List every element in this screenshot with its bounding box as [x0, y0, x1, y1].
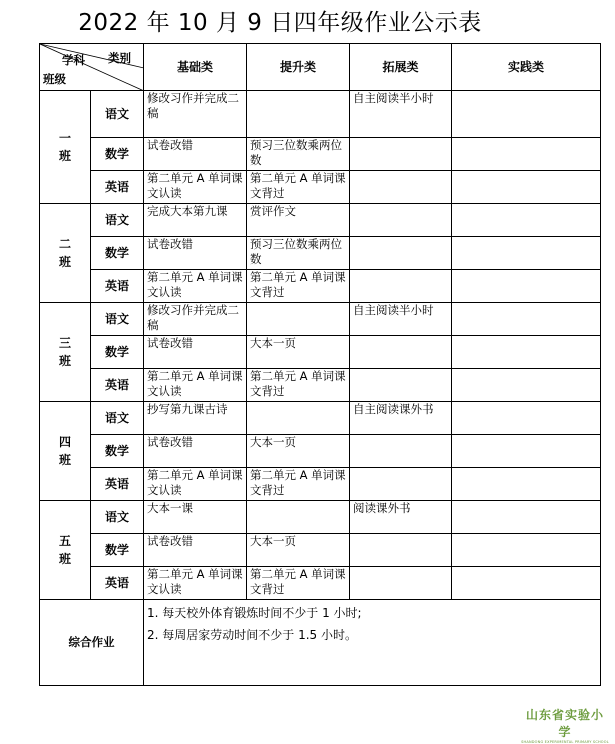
- school-logo-text: 山东省实验小学: [525, 708, 604, 739]
- column-header-extend: 拓展类: [350, 44, 452, 91]
- basic-task-cell: 试卷改错: [144, 237, 247, 270]
- subject-cell: 数学: [91, 138, 144, 171]
- practice-task-cell: [452, 91, 601, 138]
- basic-task-cell: 修改习作并完成二稿: [144, 303, 247, 336]
- extend-task-cell: [350, 534, 452, 567]
- improve-task-cell: [247, 402, 350, 435]
- improve-task-cell: 第二单元 A 单词课文背过: [247, 270, 350, 303]
- column-header-basic: 基础类: [144, 44, 247, 91]
- practice-task-cell: [452, 468, 601, 501]
- practice-task-cell: [452, 336, 601, 369]
- basic-task-cell: 第二单元 A 单词课文认读: [144, 567, 247, 600]
- basic-task-cell: 修改习作并完成二稿: [144, 91, 247, 138]
- class-name-cell: 三 班: [40, 303, 91, 402]
- homework-table: [39, 43, 601, 686]
- basic-task-cell: 试卷改错: [144, 336, 247, 369]
- corner-class-label: 班级: [43, 72, 66, 86]
- summary-note-line: 2. 每周居家劳动时间不少于 1.5 小时。: [147, 628, 357, 642]
- page-title: 2022 年 10 月 9 日四年级作业公示表: [78, 10, 482, 36]
- basic-task-cell: 完成大本第九课: [144, 204, 247, 237]
- practice-task-cell: [452, 435, 601, 468]
- table-row: [40, 501, 601, 534]
- column-header-practice: 实践类: [452, 44, 601, 91]
- basic-task-cell: 试卷改错: [144, 138, 247, 171]
- extend-task-cell: [350, 237, 452, 270]
- subject-cell: 英语: [91, 567, 144, 600]
- column-header-improve: 提升类: [247, 44, 350, 91]
- practice-task-cell: [452, 402, 601, 435]
- practice-task-cell: [452, 369, 601, 402]
- summary-notes: [144, 600, 601, 686]
- school-logo: [520, 706, 610, 744]
- extend-task-cell: [350, 171, 452, 204]
- basic-task-cell: 第二单元 A 单词课文认读: [144, 171, 247, 204]
- table-row: [40, 237, 601, 270]
- subject-cell: 英语: [91, 171, 144, 204]
- extend-task-cell: [350, 270, 452, 303]
- table-row: [40, 270, 601, 303]
- subject-cell: 语文: [91, 91, 144, 138]
- subject-cell: 英语: [91, 369, 144, 402]
- subject-cell: 语文: [91, 303, 144, 336]
- summary-row: [40, 600, 601, 686]
- table-row: [40, 369, 601, 402]
- table-row: [40, 138, 601, 171]
- corner-category-label: 类别: [108, 51, 131, 65]
- improve-task-cell: 第二单元 A 单词课文背过: [247, 369, 350, 402]
- class-name-cell: 四 班: [40, 402, 91, 501]
- extend-task-cell: [350, 204, 452, 237]
- extend-task-cell: 自主阅读半小时: [350, 303, 452, 336]
- improve-task-cell: [247, 501, 350, 534]
- subject-cell: 数学: [91, 435, 144, 468]
- subject-cell: 数学: [91, 336, 144, 369]
- extend-task-cell: [350, 567, 452, 600]
- subject-cell: 数学: [91, 237, 144, 270]
- improve-task-cell: 第二单元 A 单词课文背过: [247, 567, 350, 600]
- extend-task-cell: [350, 138, 452, 171]
- table-row: [40, 402, 601, 435]
- header-corner-cell: [40, 44, 144, 91]
- practice-task-cell: [452, 270, 601, 303]
- practice-task-cell: [452, 303, 601, 336]
- basic-task-cell: 大本一课: [144, 501, 247, 534]
- subject-cell: 英语: [91, 270, 144, 303]
- practice-task-cell: [452, 567, 601, 600]
- improve-task-cell: 预习三位数乘两位数: [247, 138, 350, 171]
- table-row: [40, 336, 601, 369]
- extend-task-cell: 阅读课外书: [350, 501, 452, 534]
- class-name-cell: 一 班: [40, 91, 91, 204]
- improve-task-cell: [247, 303, 350, 336]
- improve-task-cell: 第二单元 A 单词课文背过: [247, 468, 350, 501]
- extend-task-cell: [350, 336, 452, 369]
- subject-cell: 语文: [91, 204, 144, 237]
- practice-task-cell: [452, 138, 601, 171]
- improve-task-cell: 大本一页: [247, 435, 350, 468]
- table-row: [40, 435, 601, 468]
- subject-cell: 数学: [91, 534, 144, 567]
- practice-task-cell: [452, 237, 601, 270]
- extend-task-cell: 自主阅读课外书: [350, 402, 452, 435]
- basic-task-cell: 试卷改错: [144, 435, 247, 468]
- table-row: [40, 468, 601, 501]
- basic-task-cell: 第二单元 A 单词课文认读: [144, 468, 247, 501]
- improve-task-cell: 第二单元 A 单词课文背过: [247, 171, 350, 204]
- practice-task-cell: [452, 204, 601, 237]
- summary-label: 综合作业: [40, 600, 144, 686]
- table-row: [40, 534, 601, 567]
- subject-cell: 语文: [91, 501, 144, 534]
- extend-task-cell: [350, 468, 452, 501]
- basic-task-cell: 抄写第九课古诗: [144, 402, 247, 435]
- corner-subject-label: 学科: [62, 53, 85, 67]
- class-name-cell: 二 班: [40, 204, 91, 303]
- table-row: [40, 171, 601, 204]
- subject-cell: 英语: [91, 468, 144, 501]
- table-row: [40, 303, 601, 336]
- practice-task-cell: [452, 171, 601, 204]
- improve-task-cell: 大本一页: [247, 534, 350, 567]
- improve-task-cell: [247, 91, 350, 138]
- practice-task-cell: [452, 501, 601, 534]
- improve-task-cell: 大本一页: [247, 336, 350, 369]
- extend-task-cell: 自主阅读半小时: [350, 91, 452, 138]
- subject-cell: 语文: [91, 402, 144, 435]
- class-name-cell: 五 班: [40, 501, 91, 600]
- practice-task-cell: [452, 534, 601, 567]
- table-row: [40, 91, 601, 138]
- table-row: [40, 204, 601, 237]
- basic-task-cell: 试卷改错: [144, 534, 247, 567]
- basic-task-cell: 第二单元 A 单词课文认读: [144, 369, 247, 402]
- extend-task-cell: [350, 435, 452, 468]
- improve-task-cell: 预习三位数乘两位数: [247, 237, 350, 270]
- improve-task-cell: 赏评作文: [247, 204, 350, 237]
- header-row: [40, 44, 601, 91]
- extend-task-cell: [350, 369, 452, 402]
- table-row: [40, 567, 601, 600]
- school-logo-subtext: SHANDONG EXPERIMENTAL PRIMARY SCHOOL: [521, 740, 609, 744]
- basic-task-cell: 第二单元 A 单词课文认读: [144, 270, 247, 303]
- summary-note-line: 1. 每天校外体育锻炼时间不少于 1 小时;: [147, 606, 362, 620]
